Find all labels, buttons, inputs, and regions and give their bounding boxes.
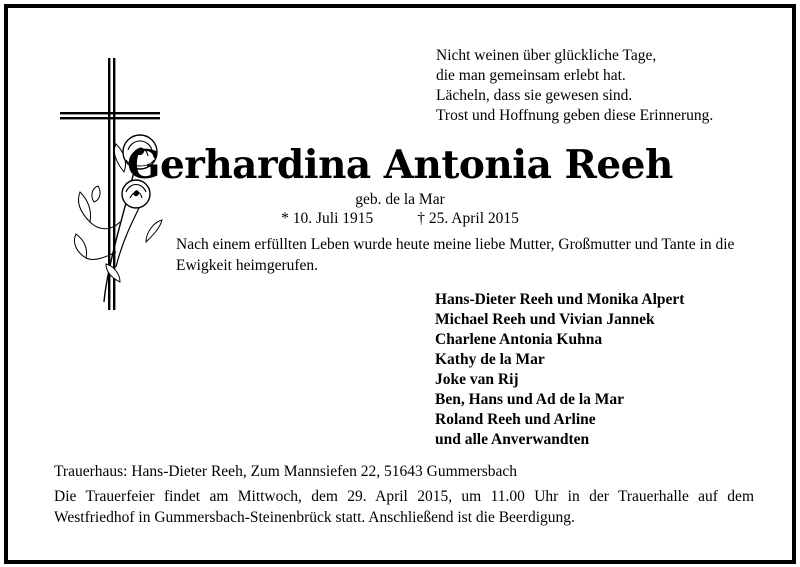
poem-line: Trost und Hoffnung geben diese Erinnerung. (436, 107, 714, 124)
family-member: Ben, Hans und Ad de la Mar (435, 391, 625, 408)
family-list (435, 290, 684, 450)
family-member: und alle Anverwandten (435, 431, 590, 448)
mourning-house: Trauerhaus: Hans-Dieter Reeh, Zum Mannsiefen 22, 51643 Gummersbach (54, 463, 518, 480)
deceased-name: Gerhardina Antonia Reeh (127, 142, 673, 188)
funeral-line: Westfriedhof in Gummersbach-Steinenbrück statt. Anschließend ist die Beerdigung. (54, 509, 575, 526)
family-member: Kathy de la Mar (435, 351, 545, 368)
death-date: † 25. April 2015 (417, 210, 519, 227)
intro-text: Nach einem erfüllten Leben wurde heute meine liebe Mutter, Großmutter und Tante in die Ewigkeit heimgerufen. (176, 236, 735, 274)
funeral-line: Die Trauerfeier findet am Mittwoch, dem 29. April 2015, um 11.00 Uhr in der Trauerhalle auf dem (54, 488, 754, 505)
maiden-name: geb. de la Mar (355, 191, 445, 208)
obituary-notice (4, 4, 796, 564)
poem-line: Lächeln, dass sie gewesen sind. (436, 87, 633, 104)
birth-date: * 10. Juli 1915 (281, 210, 374, 227)
family-member: Hans-Dieter Reeh und Monika Alpert (435, 291, 685, 308)
life-dates (8, 208, 792, 230)
family-member: Joke van Rij (435, 371, 519, 388)
family-member: Michael Reeh und Vivian Jannek (435, 311, 655, 328)
funeral-info (54, 486, 754, 528)
family-member: Charlene Antonia Kuhna (435, 331, 603, 348)
poem-line: die man gemeinsam erlebt hat. (436, 67, 626, 84)
poem-line: Nicht weinen über glückliche Tage, (436, 47, 657, 64)
poem (436, 46, 713, 126)
family-member: Roland Reeh und Arline (435, 411, 596, 428)
